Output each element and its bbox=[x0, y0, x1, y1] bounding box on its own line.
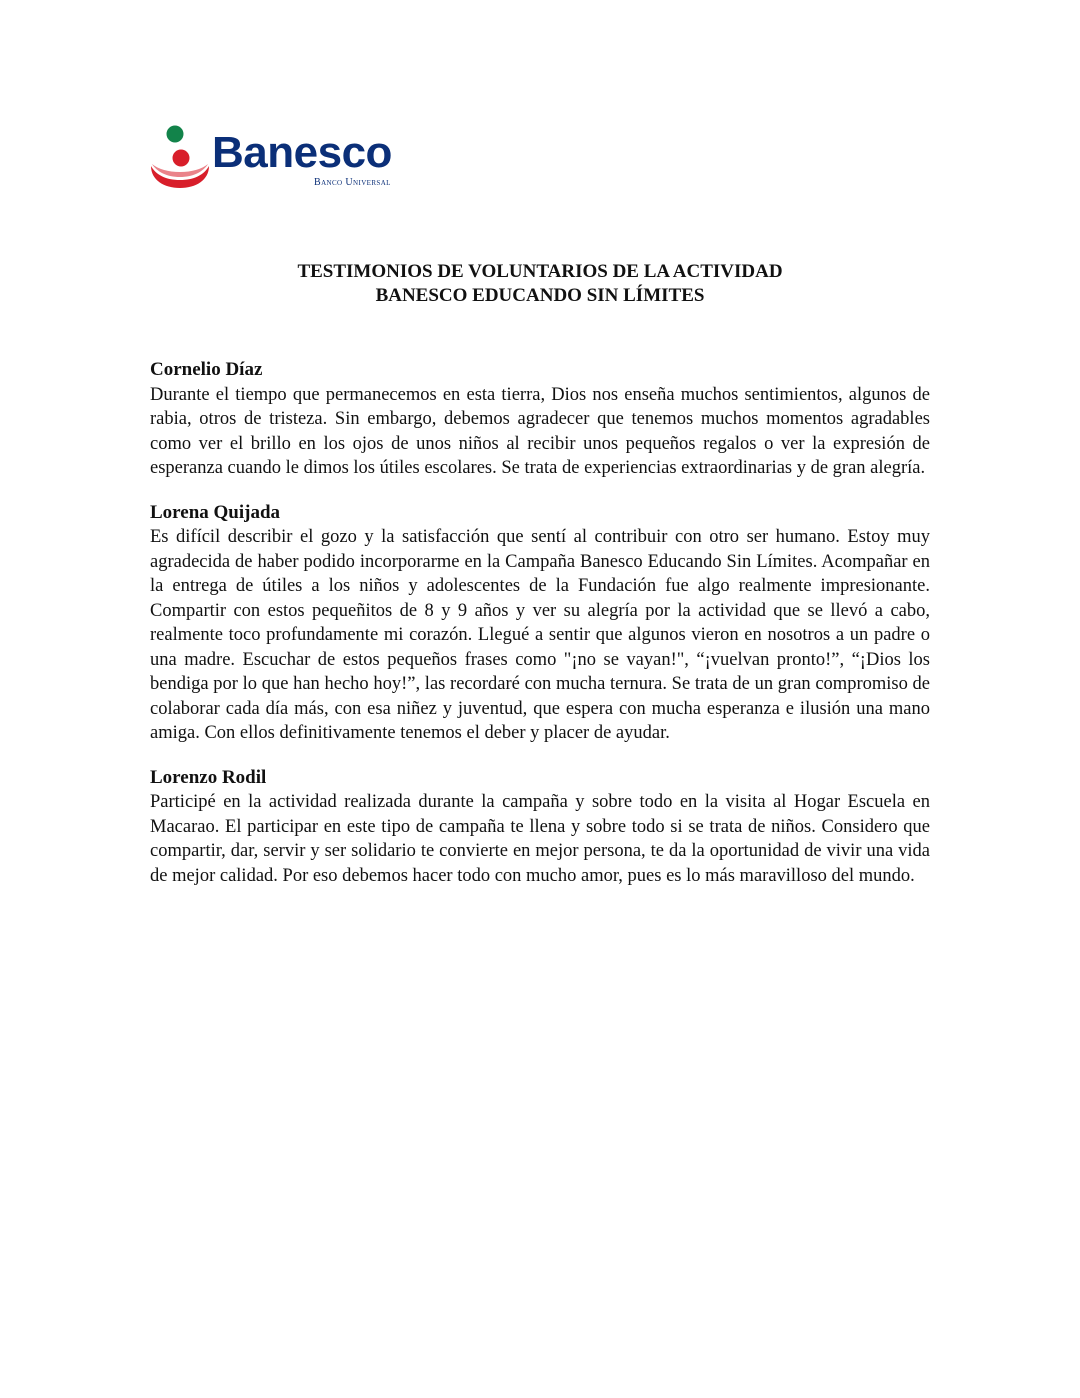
document-title bbox=[150, 260, 930, 308]
testimonial-text: Es difícil describir el gozo y la satisfacción que sentí al contribuir con otro ser humano. Estoy muy agradecida de haber podido incorporarme en la Campaña Banesco Educando Sin Límites. Acompañar en la entrega de útiles a los niños y adolescentes de la Fundación fue algo realmente impresionante. Compartir con estos pequeñitos de 8 y 9 años y ver su alegría por la actividad que se llevó a cabo, realmente toco profundamente mi corazón. Llegué a sentir que algunos vieron en nosotros a un padre o una madre. Escuchar de estos pequeños frases como "¡no se vayan!", “¡vuelvan pronto!”, “¡Dios los bendiga por lo que han hecho hoy!”, las recordaré con mucha ternura. Se trata de un gran compromiso de colaborar cada día más, con esa niñez y juventud, que espera con mucha esperanza e ilusión una mano amiga. Con ellos definitivamente tenemos el deber y placer de ayudar. bbox=[150, 527, 930, 743]
brand-subtitle: Banco Universal bbox=[314, 177, 391, 188]
testimonial-cornelio-diaz bbox=[150, 358, 930, 481]
title-line-2: BANESCO EDUCANDO SIN LÍMITES bbox=[375, 285, 705, 306]
banesco-symbol-icon bbox=[148, 122, 212, 192]
testimonial-text: Participé en la actividad realizada durante la campaña y sobre todo en la visita al Hogar Escuela en Macarao. El participar en este tipo de campaña te llena y sobre todo si se trata de niños. Considero que compartir, dar, servir y ser solidario te convierte en mejor persona, te da la oportunidad de vivir una vida de mejor calidad. Por eso debemos hacer todo con mucho amor, pues es lo más maravilloso del mundo. bbox=[150, 792, 930, 886]
title-line-1: TESTIMONIOS DE VOLUNTARIOS DE LA ACTIVIDAD bbox=[297, 261, 783, 282]
brand-name: Banesco bbox=[212, 128, 392, 177]
testimonial-author: Cornelio Díaz bbox=[150, 359, 263, 380]
testimonial-author: Lorenzo Rodil bbox=[150, 766, 267, 788]
testimonials-list bbox=[150, 358, 930, 908]
testimonial-lorenzo-rodil bbox=[150, 766, 930, 889]
testimonial-author: Lorena Quijada bbox=[150, 501, 281, 523]
testimonial-text: Durante el tiempo que permanecemos en esta tierra, Dios nos enseña muchos sentimientos, algunos de rabia, otros de tristeza. Sin embargo, debemos agradecer que tenemos muchos momentos agradables como ver el brillo en los ojos de unos niños al recibir unos pequeños regalos o ver la expresión de esperanza cuando le dimos los útiles escolares. Se trata de experiencias extraordinarias y de gran alegría. bbox=[150, 384, 930, 478]
testimonial-lorena-quijada bbox=[150, 501, 930, 746]
banesco-logo bbox=[148, 122, 448, 194]
